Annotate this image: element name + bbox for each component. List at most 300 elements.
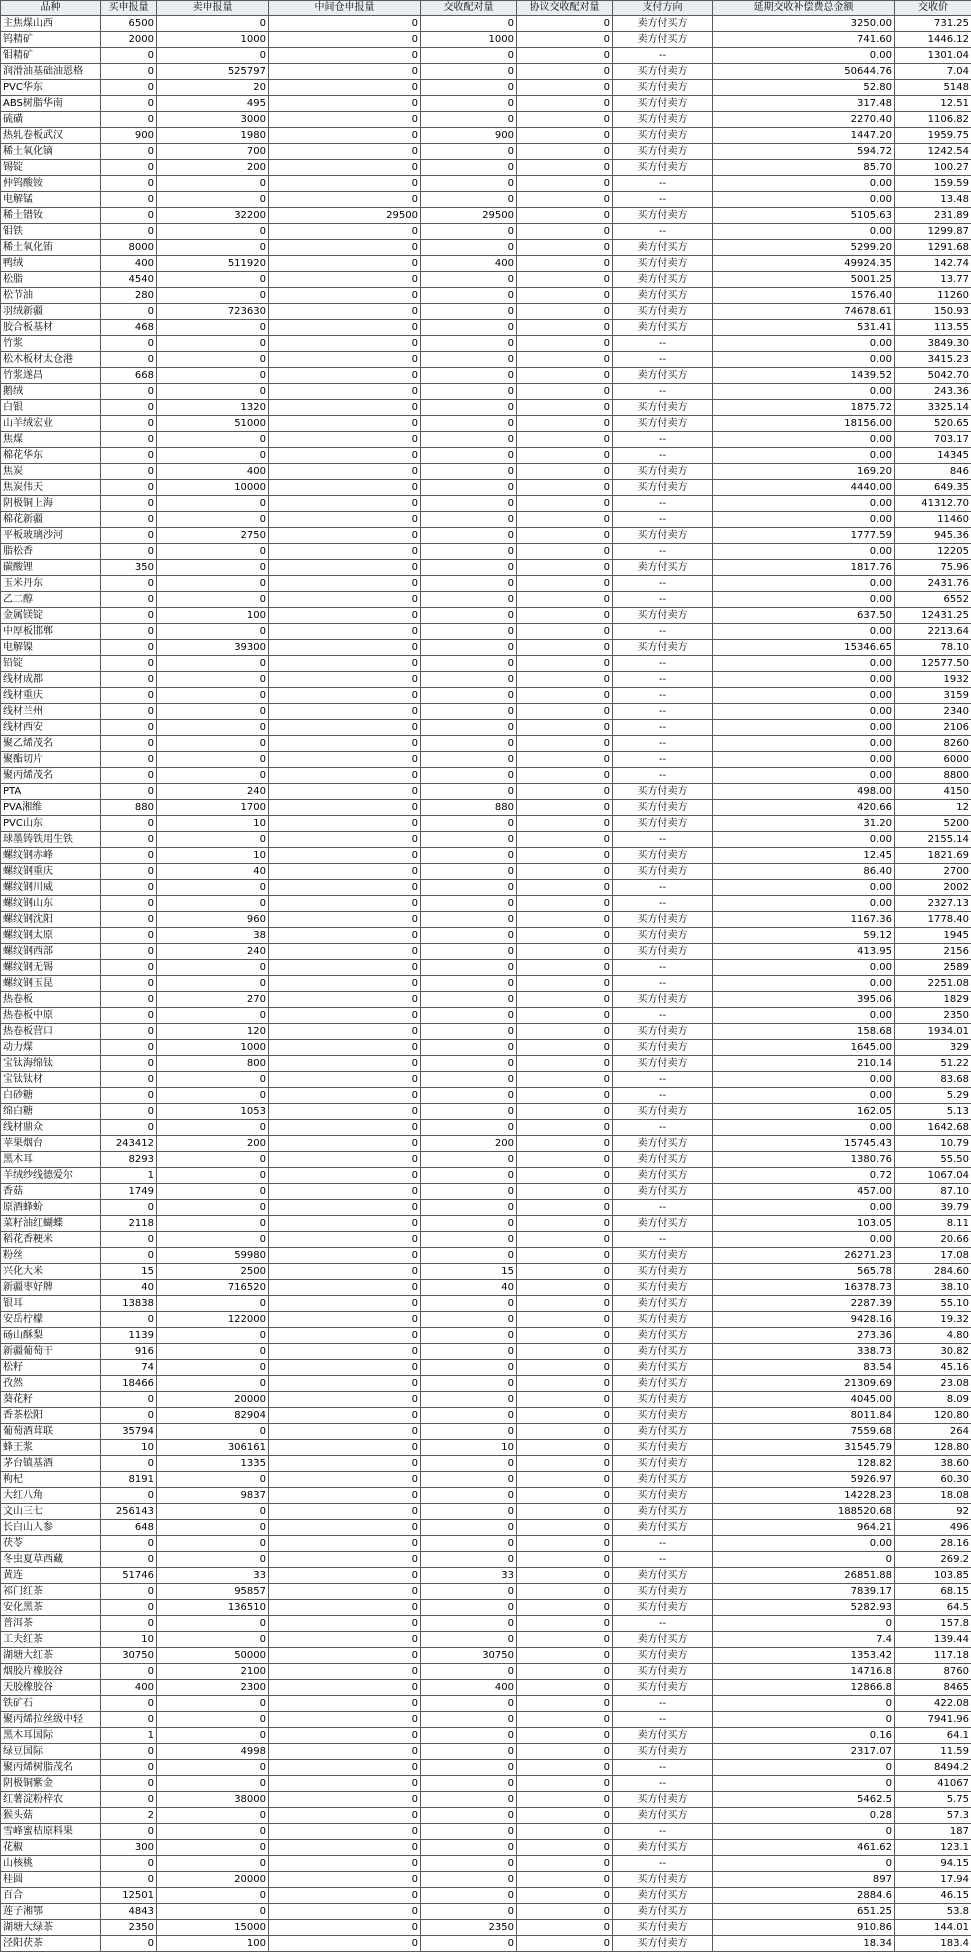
intermediate-qty-cell: 0 [269, 352, 421, 368]
intermediate-qty-cell: 0 [269, 432, 421, 448]
product-cell: 铅锭 [1, 656, 101, 672]
agreement-qty-cell: 0 [517, 880, 613, 896]
delivery-price-cell: 4150 [895, 784, 971, 800]
buy-qty-cell: 0 [101, 1088, 157, 1104]
compensation-amount-cell: 18156.00 [713, 416, 895, 432]
matched-qty-cell: 0 [421, 848, 517, 864]
compensation-amount-cell: 0 [713, 1760, 895, 1776]
compensation-amount-cell: 0.00 [713, 352, 895, 368]
compensation-amount-cell: 413.95 [713, 944, 895, 960]
agreement-qty-cell: 0 [517, 1568, 613, 1584]
matched-qty-cell: 0 [421, 1120, 517, 1136]
sell-qty-cell: 0 [157, 1328, 269, 1344]
table-row [1, 1776, 971, 1792]
sell-qty-cell: 32200 [157, 208, 269, 224]
table-row [1, 784, 971, 800]
matched-qty-cell: 0 [421, 1856, 517, 1872]
sell-qty-cell: 9837 [157, 1488, 269, 1504]
buy-qty-cell: 256143 [101, 1504, 157, 1520]
intermediate-qty-cell: 0 [269, 704, 421, 720]
intermediate-qty-cell: 0 [269, 768, 421, 784]
compensation-amount-cell: 0.00 [713, 688, 895, 704]
sell-qty-cell: 0 [157, 192, 269, 208]
agreement-qty-cell: 0 [517, 1664, 613, 1680]
agreement-qty-cell: 0 [517, 224, 613, 240]
buy-qty-cell: 0 [101, 1312, 157, 1328]
buy-qty-cell: 0 [101, 224, 157, 240]
compensation-amount-cell: 0.00 [713, 192, 895, 208]
payment-direction-cell: -- [613, 624, 713, 640]
intermediate-qty-cell: 0 [269, 672, 421, 688]
intermediate-qty-cell: 0 [269, 1648, 421, 1664]
sell-qty-cell: 0 [157, 1184, 269, 1200]
compensation-amount-cell: 1447.20 [713, 128, 895, 144]
compensation-amount-cell: 18.34 [713, 1936, 895, 1952]
payment-direction-cell: 卖方付买方 [613, 1728, 713, 1744]
agreement-qty-cell: 0 [517, 1264, 613, 1280]
buy-qty-cell: 0 [101, 864, 157, 880]
product-cell: 胶合板基材 [1, 320, 101, 336]
agreement-qty-cell: 0 [517, 1856, 613, 1872]
sell-qty-cell: 0 [157, 1904, 269, 1920]
buy-qty-cell: 880 [101, 800, 157, 816]
sell-qty-cell: 0 [157, 1552, 269, 1568]
table-row [1, 1312, 971, 1328]
agreement-qty-cell: 0 [517, 1008, 613, 1024]
product-cell: 茯苓 [1, 1536, 101, 1552]
product-cell: 宝钛钛材 [1, 1072, 101, 1088]
intermediate-qty-cell: 0 [269, 1248, 421, 1264]
product-cell: 热轧卷板武汉 [1, 128, 101, 144]
buy-qty-cell: 0 [101, 144, 157, 160]
delivery-price-cell: 1934.01 [895, 1024, 971, 1040]
intermediate-qty-cell: 0 [269, 1696, 421, 1712]
agreement-qty-cell: 0 [517, 1680, 613, 1696]
product-cell: 黄连 [1, 1568, 101, 1584]
agreement-qty-cell: 0 [517, 1472, 613, 1488]
payment-direction-cell: -- [613, 176, 713, 192]
delivery-price-cell: 5042.70 [895, 368, 971, 384]
intermediate-qty-cell: 0 [269, 1568, 421, 1584]
delivery-price-cell: 20.66 [895, 1232, 971, 1248]
payment-direction-cell: 买方付卖方 [613, 1280, 713, 1296]
intermediate-qty-cell: 0 [269, 1536, 421, 1552]
matched-qty-cell: 0 [421, 1712, 517, 1728]
table-row [1, 304, 971, 320]
delivery-price-cell: 284.60 [895, 1264, 971, 1280]
payment-direction-cell: -- [613, 1856, 713, 1872]
buy-qty-cell: 400 [101, 256, 157, 272]
buy-qty-cell: 668 [101, 368, 157, 384]
agreement-qty-cell: 0 [517, 1712, 613, 1728]
table-row [1, 1504, 971, 1520]
matched-qty-cell: 400 [421, 1680, 517, 1696]
compensation-amount-cell: 86.40 [713, 864, 895, 880]
agreement-qty-cell: 0 [517, 176, 613, 192]
intermediate-qty-cell: 0 [269, 96, 421, 112]
compensation-amount-cell: 0.00 [713, 976, 895, 992]
sell-qty-cell: 240 [157, 944, 269, 960]
agreement-qty-cell: 0 [517, 848, 613, 864]
matched-qty-cell: 0 [421, 880, 517, 896]
agreement-qty-cell: 0 [517, 608, 613, 624]
compensation-amount-cell: 1439.52 [713, 368, 895, 384]
sell-qty-cell: 0 [157, 1296, 269, 1312]
agreement-qty-cell: 0 [517, 1312, 613, 1328]
payment-direction-cell: 买方付卖方 [613, 1680, 713, 1696]
payment-direction-cell: -- [613, 1536, 713, 1552]
delivery-price-cell: 38.60 [895, 1456, 971, 1472]
sell-qty-cell: 0 [157, 752, 269, 768]
agreement-qty-cell: 0 [517, 1824, 613, 1840]
delivery-price-cell: 17.94 [895, 1872, 971, 1888]
buy-qty-cell: 0 [101, 896, 157, 912]
buy-qty-cell: 0 [101, 1744, 157, 1760]
delivery-price-cell: 55.10 [895, 1296, 971, 1312]
sell-qty-cell: 0 [157, 704, 269, 720]
buy-qty-cell: 0 [101, 352, 157, 368]
buy-qty-cell: 0 [101, 960, 157, 976]
compensation-amount-cell: 14228.23 [713, 1488, 895, 1504]
intermediate-qty-cell: 0 [269, 1824, 421, 1840]
buy-qty-cell: 0 [101, 496, 157, 512]
delivery-price-cell: 8.09 [895, 1392, 971, 1408]
delivery-price-cell: 7.04 [895, 64, 971, 80]
delivery-price-cell: 150.93 [895, 304, 971, 320]
compensation-amount-cell: 52.80 [713, 80, 895, 96]
sell-qty-cell: 59980 [157, 1248, 269, 1264]
intermediate-qty-cell: 0 [269, 464, 421, 480]
table-row [1, 1568, 971, 1584]
sell-qty-cell: 0 [157, 1216, 269, 1232]
agreement-qty-cell: 0 [517, 336, 613, 352]
intermediate-qty-cell: 0 [269, 1728, 421, 1744]
delivery-price-cell: 159.59 [895, 176, 971, 192]
agreement-qty-cell: 0 [517, 1504, 613, 1520]
buy-qty-cell: 0 [101, 928, 157, 944]
buy-qty-cell: 0 [101, 1696, 157, 1712]
table-row [1, 256, 971, 272]
agreement-qty-cell: 0 [517, 1024, 613, 1040]
product-cell: 聚酯切片 [1, 752, 101, 768]
table-row [1, 1856, 971, 1872]
product-cell: 山羊绒宏业 [1, 416, 101, 432]
product-cell: 钨精矿 [1, 32, 101, 48]
sell-qty-cell: 0 [157, 720, 269, 736]
delivery-price-cell: 5148 [895, 80, 971, 96]
table-row [1, 1488, 971, 1504]
table-row [1, 1456, 971, 1472]
delivery-price-cell: 45.16 [895, 1360, 971, 1376]
product-cell: 线材成都 [1, 672, 101, 688]
buy-qty-cell: 0 [101, 64, 157, 80]
delivery-price-cell: 8800 [895, 768, 971, 784]
matched-qty-cell: 0 [421, 960, 517, 976]
sell-qty-cell: 200 [157, 1136, 269, 1152]
buy-qty-cell: 0 [101, 192, 157, 208]
sell-qty-cell: 0 [157, 1536, 269, 1552]
payment-direction-cell: 买方付卖方 [613, 640, 713, 656]
intermediate-qty-cell: 0 [269, 1216, 421, 1232]
compensation-amount-cell: 2884.6 [713, 1888, 895, 1904]
table-row [1, 1376, 971, 1392]
matched-qty-cell: 0 [421, 288, 517, 304]
product-cell: 中厚板邯郸 [1, 624, 101, 640]
buy-qty-cell: 400 [101, 1680, 157, 1696]
payment-direction-cell: -- [613, 592, 713, 608]
buy-qty-cell: 0 [101, 80, 157, 96]
table-row [1, 464, 971, 480]
delivery-price-cell: 11460 [895, 512, 971, 528]
compensation-amount-cell: 0.00 [713, 960, 895, 976]
buy-qty-cell: 18466 [101, 1376, 157, 1392]
sell-qty-cell: 800 [157, 1056, 269, 1072]
delivery-price-cell: 75.96 [895, 560, 971, 576]
table-row [1, 1888, 971, 1904]
sell-qty-cell: 82904 [157, 1408, 269, 1424]
delivery-price-cell: 1301.04 [895, 48, 971, 64]
matched-qty-cell: 0 [421, 1072, 517, 1088]
table-row [1, 496, 971, 512]
payment-direction-cell: -- [613, 1776, 713, 1792]
agreement-qty-cell: 0 [517, 1392, 613, 1408]
intermediate-qty-cell: 0 [269, 1024, 421, 1040]
agreement-qty-cell: 0 [517, 1296, 613, 1312]
sell-qty-cell: 0 [157, 592, 269, 608]
delivery-price-cell: 12.51 [895, 96, 971, 112]
delivery-price-cell: 1446.12 [895, 32, 971, 48]
delivery-price-cell: 46.15 [895, 1888, 971, 1904]
product-cell: 锡锭 [1, 160, 101, 176]
payment-direction-cell: -- [613, 512, 713, 528]
compensation-amount-cell: 0 [713, 1856, 895, 1872]
compensation-amount-cell: 1645.00 [713, 1040, 895, 1056]
table-row [1, 160, 971, 176]
compensation-amount-cell: 0.00 [713, 1200, 895, 1216]
payment-direction-cell: 买方付卖方 [613, 1664, 713, 1680]
payment-direction-cell: 买方付卖方 [613, 80, 713, 96]
buy-qty-cell: 0 [101, 432, 157, 448]
agreement-qty-cell: 0 [517, 512, 613, 528]
sell-qty-cell: 0 [157, 336, 269, 352]
agreement-qty-cell: 0 [517, 1872, 613, 1888]
table-row [1, 1728, 971, 1744]
intermediate-qty-cell: 0 [269, 1520, 421, 1536]
buy-qty-cell: 0 [101, 1664, 157, 1680]
payment-direction-cell: -- [613, 736, 713, 752]
payment-direction-cell: 买方付卖方 [613, 928, 713, 944]
payment-direction-cell: 卖方付买方 [613, 240, 713, 256]
matched-qty-cell: 0 [421, 1584, 517, 1600]
agreement-qty-cell: 0 [517, 448, 613, 464]
matched-qty-cell: 0 [421, 1200, 517, 1216]
buy-qty-cell: 0 [101, 384, 157, 400]
payment-direction-cell: -- [613, 976, 713, 992]
agreement-qty-cell: 0 [517, 800, 613, 816]
buy-qty-cell: 0 [101, 208, 157, 224]
product-cell: 聚丙烯树脂茂名 [1, 1760, 101, 1776]
sell-qty-cell: 20 [157, 80, 269, 96]
table-row [1, 1744, 971, 1760]
delivery-price-cell: 496 [895, 1520, 971, 1536]
delivery-price-cell: 3325.14 [895, 400, 971, 416]
agreement-qty-cell: 0 [517, 496, 613, 512]
product-cell: 祁门红茶 [1, 1584, 101, 1600]
table-row [1, 1616, 971, 1632]
delivery-price-cell: 1242.54 [895, 144, 971, 160]
buy-qty-cell: 2000 [101, 32, 157, 48]
compensation-amount-cell: 1576.40 [713, 288, 895, 304]
matched-qty-cell: 0 [421, 1360, 517, 1376]
sell-qty-cell: 1980 [157, 128, 269, 144]
sell-qty-cell: 2100 [157, 1664, 269, 1680]
product-cell: 安化黑茶 [1, 1600, 101, 1616]
product-cell: 焦炭 [1, 464, 101, 480]
delivery-price-cell: 94.15 [895, 1856, 971, 1872]
compensation-amount-cell: 0.00 [713, 384, 895, 400]
buy-qty-cell: 0 [101, 512, 157, 528]
buy-qty-cell: 0 [101, 1456, 157, 1472]
intermediate-qty-cell: 0 [269, 240, 421, 256]
payment-direction-cell: -- [613, 768, 713, 784]
intermediate-qty-cell: 0 [269, 864, 421, 880]
table-row [1, 1216, 971, 1232]
payment-direction-cell: 买方付卖方 [613, 1248, 713, 1264]
sell-qty-cell: 0 [157, 1840, 269, 1856]
matched-qty-cell: 0 [421, 976, 517, 992]
payment-direction-cell: 卖方付买方 [613, 1424, 713, 1440]
buy-qty-cell: 0 [101, 448, 157, 464]
sell-qty-cell: 38 [157, 928, 269, 944]
sell-qty-cell: 0 [157, 976, 269, 992]
column-header: 交收配对量 [421, 1, 517, 16]
intermediate-qty-cell: 0 [269, 1680, 421, 1696]
intermediate-qty-cell: 0 [269, 800, 421, 816]
product-cell: 黑木耳国际 [1, 1728, 101, 1744]
delivery-price-cell: 60.30 [895, 1472, 971, 1488]
buy-qty-cell: 0 [101, 592, 157, 608]
compensation-amount-cell: 3250.00 [713, 16, 895, 32]
product-cell: 松节油 [1, 288, 101, 304]
agreement-qty-cell: 0 [517, 688, 613, 704]
table-row [1, 1280, 971, 1296]
matched-qty-cell: 0 [421, 1536, 517, 1552]
product-cell: 聚丙烯拉丝级中轻 [1, 1712, 101, 1728]
table-row [1, 576, 971, 592]
buy-qty-cell: 0 [101, 880, 157, 896]
agreement-qty-cell: 0 [517, 304, 613, 320]
delivery-price-cell: 12205 [895, 544, 971, 560]
intermediate-qty-cell: 0 [269, 1808, 421, 1824]
product-cell: 螺纹钢山东 [1, 896, 101, 912]
delivery-price-cell: 64.5 [895, 1600, 971, 1616]
product-cell: 稀土镨钕 [1, 208, 101, 224]
intermediate-qty-cell: 0 [269, 944, 421, 960]
matched-qty-cell: 0 [421, 1248, 517, 1264]
intermediate-qty-cell: 0 [269, 784, 421, 800]
product-cell: 碳酸锂 [1, 560, 101, 576]
matched-qty-cell: 0 [421, 1728, 517, 1744]
payment-direction-cell: 买方付卖方 [613, 112, 713, 128]
payment-direction-cell: -- [613, 224, 713, 240]
compensation-amount-cell: 0.00 [713, 832, 895, 848]
product-cell: 雪峰蜜桔原料果 [1, 1824, 101, 1840]
table-row [1, 960, 971, 976]
matched-qty-cell: 0 [421, 96, 517, 112]
delivery-price-cell: 264 [895, 1424, 971, 1440]
product-cell: 天胶橡胶谷 [1, 1680, 101, 1696]
compensation-amount-cell: 14716.8 [713, 1664, 895, 1680]
agreement-qty-cell: 0 [517, 1344, 613, 1360]
agreement-qty-cell: 0 [517, 1056, 613, 1072]
compensation-amount-cell: 5001.25 [713, 272, 895, 288]
column-header: 中间仓申报量 [269, 1, 421, 16]
payment-direction-cell: 卖方付买方 [613, 1344, 713, 1360]
agreement-qty-cell: 0 [517, 1120, 613, 1136]
product-cell: 桂圆 [1, 1872, 101, 1888]
buy-qty-cell: 0 [101, 400, 157, 416]
payment-direction-cell: -- [613, 880, 713, 896]
delivery-price-cell: 38.10 [895, 1280, 971, 1296]
intermediate-qty-cell: 0 [269, 1584, 421, 1600]
delivery-price-cell: 157.8 [895, 1616, 971, 1632]
payment-direction-cell: 买方付卖方 [613, 1488, 713, 1504]
intermediate-qty-cell: 0 [269, 400, 421, 416]
product-cell: 普洱茶 [1, 1616, 101, 1632]
buy-qty-cell: 0 [101, 608, 157, 624]
table-row [1, 1104, 971, 1120]
sell-qty-cell: 511920 [157, 256, 269, 272]
buy-qty-cell: 0 [101, 1232, 157, 1248]
sell-qty-cell: 40 [157, 864, 269, 880]
agreement-qty-cell: 0 [517, 1136, 613, 1152]
compensation-amount-cell: 169.20 [713, 464, 895, 480]
agreement-qty-cell: 0 [517, 1600, 613, 1616]
intermediate-qty-cell: 29500 [269, 208, 421, 224]
intermediate-qty-cell: 0 [269, 416, 421, 432]
compensation-amount-cell: 395.06 [713, 992, 895, 1008]
agreement-qty-cell: 0 [517, 1424, 613, 1440]
table-row [1, 592, 971, 608]
delivery-price-cell: 19.32 [895, 1312, 971, 1328]
table-row [1, 32, 971, 48]
delivery-price-cell: 8.11 [895, 1216, 971, 1232]
payment-direction-cell: -- [613, 896, 713, 912]
delivery-price-cell: 2350 [895, 1008, 971, 1024]
payment-direction-cell: 买方付卖方 [613, 608, 713, 624]
payment-direction-cell: 卖方付买方 [613, 1632, 713, 1648]
product-cell: 线材西安 [1, 720, 101, 736]
table-row [1, 1552, 971, 1568]
sell-qty-cell: 2300 [157, 1680, 269, 1696]
payment-direction-cell: 卖方付买方 [613, 368, 713, 384]
delivery-price-cell: 53.8 [895, 1904, 971, 1920]
matched-qty-cell: 0 [421, 544, 517, 560]
agreement-qty-cell: 0 [517, 288, 613, 304]
buy-qty-cell: 0 [101, 816, 157, 832]
product-cell: 银耳 [1, 1296, 101, 1312]
intermediate-qty-cell: 0 [269, 1488, 421, 1504]
product-cell: 绵白糖 [1, 1104, 101, 1120]
sell-qty-cell: 10 [157, 816, 269, 832]
compensation-amount-cell: 0 [713, 1824, 895, 1840]
table-row [1, 736, 971, 752]
delivery-price-cell: 8494.2 [895, 1760, 971, 1776]
intermediate-qty-cell: 0 [269, 272, 421, 288]
agreement-qty-cell: 0 [517, 1088, 613, 1104]
table-row [1, 1520, 971, 1536]
agreement-qty-cell: 0 [517, 1040, 613, 1056]
